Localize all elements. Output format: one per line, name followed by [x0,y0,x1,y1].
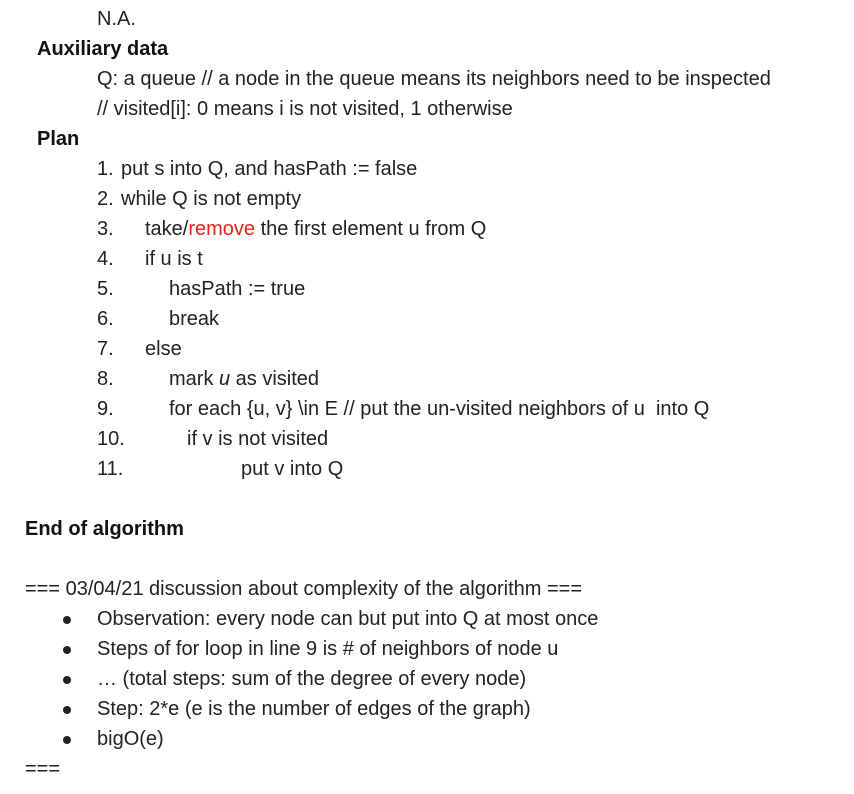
step-text: hasPath := true [169,278,306,300]
step-number: 6. [97,308,114,330]
step-number: 1. [97,158,114,180]
bullet-item: … (total steps: sum of the degree of every node) [97,668,527,690]
step-text-italic: u [219,368,231,390]
step-text [169,367,319,391]
step-text: put s into Q, and hasPath := false [121,158,418,180]
discussion-footer: === [25,758,61,780]
step-text-red: remove [188,218,256,240]
step-text: if u is t [145,248,203,270]
bullet-icon [63,646,71,654]
auxiliary-line-visited: // visited[i]: 0 means i is not visited, 1 otherwise [97,98,513,120]
step-number: 8. [97,368,114,390]
step-text: break [169,308,220,330]
step-text-pre: take/ [145,218,189,240]
step-number: 2. [97,188,114,210]
step-text-post: the first element u from Q [255,218,487,240]
step-number: 11. [97,458,124,480]
bullet-item: Observation: every node can but put into Q at most once [97,608,599,630]
step-number: 3. [97,218,114,240]
auxiliary-heading: Auxiliary data [37,38,169,60]
bullet-icon [63,616,71,624]
bullet-item: Steps of for loop in line 9 is # of neighbors of node u [97,638,559,660]
step-number: 9. [97,398,114,420]
bullet-item: Step: 2*e (e is the number of edges of the graph) [97,698,531,720]
bullet-icon [63,676,71,684]
discussion-header: === 03/04/21 discussion about complexity of the algorithm === [25,578,583,600]
bullet-icon [63,706,71,714]
end-of-algorithm-heading: End of algorithm [25,518,184,540]
bullet-icon [63,736,71,744]
step-text [145,217,486,241]
auxiliary-line-queue: Q: a queue // a node in the queue means its neighbors need to be inspected [97,68,771,90]
step-text: while Q is not empty [121,188,302,210]
step-text: put v into Q [241,458,344,480]
step-number: 10. [97,428,125,450]
step-number: 7. [97,338,114,360]
step-text: for each {u, v} \in E // put the un-visited neighbors of u into Q [169,398,710,420]
step-text-pre: mark [169,368,219,390]
input-note: N.A. [97,8,136,30]
bullet-item: bigO(e) [97,728,164,750]
step-text-post: as visited [230,368,320,390]
step-number: 4. [97,248,114,270]
plan-heading: Plan [37,128,80,150]
step-number: 5. [97,278,114,300]
step-text: if v is not visited [187,428,329,450]
step-text: else [145,338,182,360]
